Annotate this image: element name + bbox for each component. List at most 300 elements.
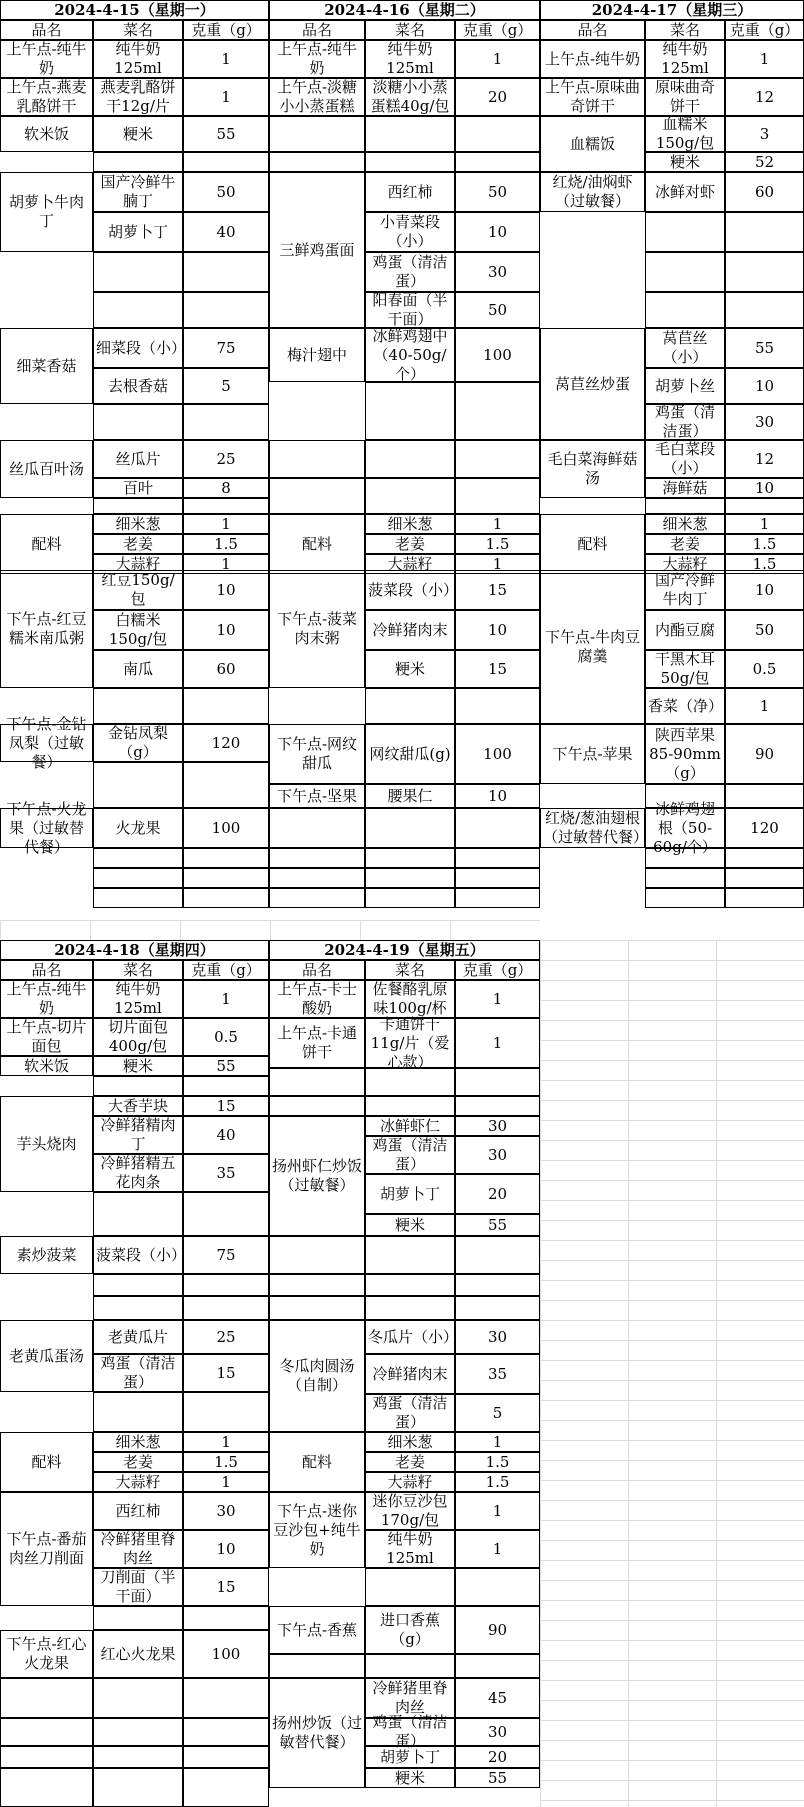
- empty-grid-cell: [716, 1340, 804, 1360]
- empty-cell: [645, 784, 725, 808]
- dish-name: 细菜段（小）: [93, 328, 183, 368]
- dish-name: 细米葱: [365, 514, 455, 534]
- empty-cell: [93, 1746, 183, 1768]
- empty-cell: [365, 152, 455, 172]
- empty-grid-cell: [540, 1100, 628, 1120]
- item-name: 下午点-红心火龙果: [0, 1630, 93, 1678]
- col-header-dish: 菜名: [645, 20, 725, 40]
- empty-cell: [455, 848, 540, 868]
- empty-grid-cell: [716, 1240, 804, 1260]
- weight-value: 1: [455, 554, 540, 574]
- item-name: 配料: [0, 1432, 93, 1492]
- dish-name: 大蒜籽: [93, 554, 183, 574]
- weight-value: 55: [183, 1056, 269, 1076]
- dish-name: 冷鲜猪里脊肉丝: [365, 1678, 455, 1718]
- empty-cell: [93, 888, 183, 908]
- weight-value: 55: [183, 116, 269, 152]
- empty-grid-cell: [540, 1460, 628, 1480]
- weight-value: 15: [455, 570, 540, 610]
- item-name: 上午点-纯牛奶: [269, 40, 365, 78]
- weight-value: 45: [455, 1678, 540, 1718]
- empty-cell: [455, 116, 540, 152]
- dish-name: 小青菜段（小）: [365, 212, 455, 252]
- empty-grid-cell: [716, 1680, 804, 1700]
- empty-grid-cell: [628, 1220, 716, 1240]
- item-name: 上午点-卡通饼干: [269, 1018, 365, 1068]
- empty-grid-cell: [716, 1200, 804, 1220]
- empty-grid-cell: [540, 1500, 628, 1520]
- dish-name: 细米葱: [93, 514, 183, 534]
- dish-name: 金钻凤梨（g）: [93, 724, 183, 762]
- dish-name: 火龙果: [93, 808, 183, 848]
- empty-cell: [93, 848, 183, 868]
- dish-name: 纯牛奶125ml: [365, 40, 455, 78]
- item-name: 下午点-番茄肉丝刀削面: [0, 1492, 93, 1606]
- empty-grid-cell: [716, 940, 804, 960]
- empty-grid-cell: [628, 1680, 716, 1700]
- empty-grid-cell: [628, 1500, 716, 1520]
- dish-name: 香菜（净）: [645, 688, 725, 724]
- col-header-name: 品名: [269, 20, 365, 40]
- dish-name: 老姜: [93, 1452, 183, 1472]
- empty-grid-cell: [716, 1720, 804, 1740]
- empty-grid-cell: [0, 920, 90, 940]
- dish-name: 粳米: [365, 650, 455, 688]
- empty-grid-cell: [540, 1540, 628, 1560]
- empty-cell: [183, 404, 269, 440]
- empty-cell: [183, 1678, 269, 1718]
- dish-name: 进口香蕉（g）: [365, 1606, 455, 1654]
- dish-name: 纯牛奶125ml: [93, 40, 183, 78]
- item-name: 上午点-纯牛奶: [0, 40, 93, 78]
- empty-grid-cell: [540, 1020, 628, 1040]
- empty-cell: [725, 292, 804, 328]
- weight-value: 1: [455, 980, 540, 1018]
- empty-grid-cell: [716, 1520, 804, 1540]
- col-header-weight: 克重（g）: [183, 20, 269, 40]
- empty-cell: [365, 868, 455, 888]
- empty-cell: [455, 152, 540, 172]
- empty-grid-cell: [628, 1140, 716, 1160]
- dish-name: 卡通饼干11g/片（爱心款）: [365, 1018, 455, 1068]
- weight-value: 55: [725, 328, 804, 368]
- dish-name: 老姜: [365, 534, 455, 554]
- empty-cell: [455, 808, 540, 848]
- dish-name: 鸡蛋（清洁蛋）: [365, 1136, 455, 1174]
- item-name: 扬州炒饭（过敏替代餐）: [269, 1678, 365, 1788]
- dish-name: 迷你豆沙包170g/包: [365, 1492, 455, 1530]
- weight-value: 20: [455, 1174, 540, 1214]
- col-header-dish: 菜名: [93, 20, 183, 40]
- weight-value: 1: [455, 1018, 540, 1068]
- item-name: 下午点-苹果: [540, 724, 645, 784]
- empty-grid-cell: [716, 960, 804, 980]
- weight-value: 30: [725, 404, 804, 440]
- empty-cell: [455, 1274, 540, 1296]
- weight-value: 10: [725, 570, 804, 610]
- empty-grid-cell: [716, 1080, 804, 1100]
- dish-name: 胡萝卜丁: [365, 1174, 455, 1214]
- item-name: 下午点-牛肉豆腐羹: [540, 570, 645, 724]
- empty-grid-cell: [540, 1320, 628, 1340]
- empty-grid-cell: [716, 1540, 804, 1560]
- item-name: 老黄瓜蛋汤: [0, 1320, 93, 1392]
- weight-value: 50: [455, 292, 540, 328]
- dish-name: 菠菜段（小）: [365, 570, 455, 610]
- empty-grid-cell: [716, 1500, 804, 1520]
- day-title: 2024-4-16（星期二）: [269, 0, 540, 20]
- dish-name: 胡萝卜丝: [645, 368, 725, 404]
- empty-cell: [365, 1096, 455, 1116]
- empty-grid-cell: [540, 1220, 628, 1240]
- empty-cell: [183, 1274, 269, 1296]
- empty-cell: [725, 212, 804, 252]
- dish-name: 冷鲜猪精肉丁: [93, 1116, 183, 1154]
- empty-grid-cell: [540, 1140, 628, 1160]
- dish-name: 细米葱: [365, 1432, 455, 1452]
- weight-value: 1.5: [455, 1452, 540, 1472]
- empty-cell: [725, 848, 804, 868]
- item-name: 上午点-燕麦乳酪饼干: [0, 78, 93, 116]
- empty-grid-cell: [628, 1320, 716, 1340]
- empty-cell: [269, 152, 365, 172]
- item-name: 下午点-金钻凤梨（过敏餐）: [0, 724, 93, 762]
- dish-name: 鸡蛋（清洁蛋）: [645, 404, 725, 440]
- empty-grid-cell: [540, 1040, 628, 1060]
- dish-name: 内酯豆腐: [645, 610, 725, 650]
- dish-name: 陕西苹果85-90mm（g）: [645, 724, 725, 784]
- empty-cell: [93, 404, 183, 440]
- empty-grid-cell: [540, 1440, 628, 1460]
- empty-grid-cell: [628, 1360, 716, 1380]
- dish-name: 胡萝卜丁: [365, 1746, 455, 1768]
- empty-cell: [725, 498, 804, 514]
- empty-grid-cell: [716, 1640, 804, 1660]
- empty-cell: [269, 1236, 365, 1274]
- item-name: 配料: [540, 514, 645, 574]
- empty-grid-cell: [716, 1460, 804, 1480]
- weight-value: 15: [183, 1096, 269, 1116]
- weight-value: 1: [183, 514, 269, 534]
- dish-name: 红心火龙果: [93, 1630, 183, 1678]
- empty-cell: [455, 1096, 540, 1116]
- empty-cell: [365, 888, 455, 908]
- empty-cell: [455, 440, 540, 478]
- empty-grid-cell: [628, 1480, 716, 1500]
- empty-grid-cell: [540, 1580, 628, 1600]
- empty-cell: [183, 1746, 269, 1768]
- dish-name: 血糯米150g/包: [645, 116, 725, 152]
- weight-value: 1: [725, 40, 804, 78]
- item-name: 上午点-原味曲奇饼干: [540, 78, 645, 116]
- empty-cell: [183, 1768, 269, 1807]
- weight-value: 30: [455, 1116, 540, 1136]
- empty-grid-cell: [540, 980, 628, 1000]
- empty-grid-cell: [540, 1800, 628, 1807]
- weight-value: 8: [183, 478, 269, 498]
- empty-grid-cell: [716, 1280, 804, 1300]
- empty-cell: [183, 1718, 269, 1746]
- dish-name: 冰鲜鸡翅根（50-60g/个）: [645, 808, 725, 848]
- weight-value: 35: [183, 1154, 269, 1192]
- item-name: 配料: [0, 514, 93, 574]
- empty-cell: [93, 1296, 183, 1320]
- empty-grid-cell: [716, 1020, 804, 1040]
- empty-grid-cell: [540, 1600, 628, 1620]
- weight-value: 50: [183, 172, 269, 212]
- col-header-name: 品名: [0, 960, 93, 980]
- empty-grid-cell: [628, 1060, 716, 1080]
- empty-grid-cell: [628, 1720, 716, 1740]
- empty-grid-cell: [716, 1120, 804, 1140]
- empty-cell: [0, 1718, 93, 1746]
- weight-value: 3: [725, 116, 804, 152]
- col-header-dish: 菜名: [365, 20, 455, 40]
- empty-cell: [269, 1296, 365, 1320]
- empty-grid-cell: [628, 940, 716, 960]
- item-name: 红烧/葱油翅根（过敏替代餐）: [540, 808, 645, 848]
- item-name: 软米饭: [0, 116, 93, 152]
- dish-name: 西红柿: [93, 1492, 183, 1530]
- weight-value: 60: [725, 172, 804, 212]
- weight-value: 15: [455, 650, 540, 688]
- empty-cell: [365, 1274, 455, 1296]
- empty-grid-cell: [628, 1200, 716, 1220]
- col-header-weight: 克重（g）: [455, 960, 540, 980]
- item-name: 下午点-迷你豆沙包+纯牛奶: [269, 1492, 365, 1568]
- empty-grid-cell: [540, 1720, 628, 1740]
- empty-cell: [455, 382, 540, 440]
- dish-name: 老黄瓜片: [93, 1320, 183, 1354]
- empty-grid-cell: [628, 1660, 716, 1680]
- empty-grid-cell: [540, 1680, 628, 1700]
- empty-grid-cell: [540, 1160, 628, 1180]
- empty-cell: [93, 1392, 183, 1432]
- empty-cell: [269, 440, 365, 478]
- weight-value: 30: [455, 1320, 540, 1354]
- weight-value: 15: [183, 1568, 269, 1606]
- empty-grid-cell: [628, 1440, 716, 1460]
- weight-value: 40: [183, 1116, 269, 1154]
- col-header-weight: 克重（g）: [455, 20, 540, 40]
- empty-grid-cell: [540, 1760, 628, 1780]
- empty-cell: [645, 292, 725, 328]
- empty-grid-cell: [716, 1420, 804, 1440]
- empty-grid-cell: [540, 1280, 628, 1300]
- dish-name: 大蒜籽: [93, 1472, 183, 1492]
- empty-cell: [183, 1296, 269, 1320]
- weight-value: 100: [455, 328, 540, 382]
- dish-name: 冰鲜虾仁: [365, 1116, 455, 1136]
- dish-name: 粳米: [93, 1056, 183, 1076]
- weight-value: 1: [183, 78, 269, 116]
- empty-grid-cell: [716, 980, 804, 1000]
- empty-grid-cell: [716, 1180, 804, 1200]
- item-name: 素炒菠菜: [0, 1236, 93, 1274]
- col-header-name: 品名: [269, 960, 365, 980]
- col-header-weight: 克重（g）: [183, 960, 269, 980]
- dish-name: 粳米: [93, 116, 183, 152]
- empty-grid-cell: [628, 1460, 716, 1480]
- empty-cell: [93, 498, 183, 514]
- dish-name: 丝瓜片: [93, 440, 183, 478]
- empty-cell: [93, 688, 183, 724]
- weight-value: 10: [183, 1530, 269, 1568]
- weight-value: 1: [455, 1530, 540, 1568]
- empty-cell: [0, 1746, 93, 1768]
- empty-grid-cell: [628, 1040, 716, 1060]
- dish-name: 鸡蛋（清洁蛋）: [365, 252, 455, 292]
- dish-name: 去根香菇: [93, 368, 183, 404]
- empty-grid-cell: [716, 1220, 804, 1240]
- empty-grid-cell: [628, 1800, 716, 1807]
- col-header-weight: 克重（g）: [725, 20, 804, 40]
- item-name: 丝瓜百叶汤: [0, 440, 93, 498]
- item-name: 下午点-菠菜肉末粥: [269, 570, 365, 688]
- item-name: 红烧/油焖虾（过敏餐）: [540, 172, 645, 212]
- dish-name: 粳米: [645, 152, 725, 172]
- weight-value: 1: [183, 554, 269, 574]
- item-name: 胡萝卜牛肉丁: [0, 172, 93, 252]
- weight-value: 90: [725, 724, 804, 784]
- empty-cell: [0, 1678, 93, 1718]
- empty-grid-cell: [628, 1100, 716, 1120]
- weight-value: 10: [455, 784, 540, 808]
- item-name: 下午点-火龙果（过敏替代餐）: [0, 808, 93, 848]
- empty-grid-cell: [628, 1280, 716, 1300]
- empty-grid-cell: [540, 1700, 628, 1720]
- weight-value: 10: [455, 212, 540, 252]
- empty-grid-cell: [628, 1300, 716, 1320]
- empty-grid-cell: [716, 1300, 804, 1320]
- empty-cell: [365, 848, 455, 868]
- dish-name: 鸡蛋（清洁蛋）: [365, 1394, 455, 1432]
- empty-cell: [365, 478, 455, 514]
- empty-grid-cell: [716, 1440, 804, 1460]
- empty-grid-cell: [716, 1760, 804, 1780]
- empty-cell: [725, 888, 804, 908]
- weight-value: 5: [183, 368, 269, 404]
- dish-name: 大蒜籽: [645, 554, 725, 574]
- empty-grid-cell: [628, 1520, 716, 1540]
- empty-grid-cell: [716, 1360, 804, 1380]
- weight-value: 1.5: [725, 534, 804, 554]
- dish-name: 切片面包400g/包: [93, 1018, 183, 1056]
- item-name: 冬瓜肉圆汤（自制）: [269, 1320, 365, 1432]
- empty-grid-cell: [540, 1240, 628, 1260]
- weight-value: 30: [455, 1136, 540, 1174]
- empty-grid-cell: [716, 1260, 804, 1280]
- empty-cell: [269, 888, 365, 908]
- dish-name: 冰鲜对虾: [645, 172, 725, 212]
- empty-grid-cell: [628, 1160, 716, 1180]
- dish-name: 细米葱: [93, 1432, 183, 1452]
- empty-cell: [455, 1068, 540, 1096]
- weight-value: 1.5: [455, 1472, 540, 1492]
- empty-cell: [645, 212, 725, 252]
- empty-grid-cell: [270, 920, 360, 940]
- empty-grid-cell: [628, 960, 716, 980]
- dish-name: 阳春面（半干面）: [365, 292, 455, 328]
- day-title: 2024-4-15（星期一）: [0, 0, 269, 20]
- dish-name: 大蒜籽: [365, 1472, 455, 1492]
- empty-cell: [183, 688, 269, 724]
- weight-value: 1.5: [725, 554, 804, 574]
- empty-grid-cell: [716, 1580, 804, 1600]
- empty-grid-cell: [716, 1160, 804, 1180]
- dish-name: 冷鲜猪里脊肉丝: [93, 1530, 183, 1568]
- empty-cell: [645, 252, 725, 292]
- item-name: 上午点-纯牛奶: [540, 40, 645, 78]
- empty-grid-cell: [716, 1100, 804, 1120]
- empty-grid-cell: [540, 1200, 628, 1220]
- empty-grid-cell: [716, 1780, 804, 1800]
- empty-grid-cell: [540, 1660, 628, 1680]
- dish-name: 腰果仁: [365, 784, 455, 808]
- dish-name: 鸡蛋（清洁蛋）: [93, 1354, 183, 1392]
- empty-cell: [183, 1392, 269, 1432]
- empty-grid-cell: [628, 1380, 716, 1400]
- empty-grid-cell: [628, 1080, 716, 1100]
- weight-value: 75: [183, 328, 269, 368]
- empty-grid-cell: [540, 960, 628, 980]
- weight-value: 20: [455, 1746, 540, 1768]
- empty-grid-cell: [540, 1260, 628, 1280]
- dish-name: 国产冷鲜牛腩丁: [93, 172, 183, 212]
- dish-name: 西红柿: [365, 172, 455, 212]
- weight-value: 1: [455, 1492, 540, 1530]
- empty-cell: [365, 1236, 455, 1274]
- empty-cell: [455, 1568, 540, 1606]
- empty-grid-cell: [716, 1060, 804, 1080]
- dish-name: 南瓜: [93, 650, 183, 688]
- empty-cell: [645, 868, 725, 888]
- dish-name: 白糯米150g/包: [93, 610, 183, 650]
- empty-grid-cell: [716, 1480, 804, 1500]
- empty-grid-cell: [540, 1520, 628, 1540]
- empty-cell: [455, 868, 540, 888]
- empty-cell: [183, 292, 269, 328]
- empty-cell: [269, 478, 365, 514]
- empty-cell: [93, 1274, 183, 1296]
- weight-value: 30: [183, 1492, 269, 1530]
- empty-grid-cell: [540, 1360, 628, 1380]
- weight-value: 90: [455, 1606, 540, 1654]
- dish-name: 红豆150g/包: [93, 570, 183, 610]
- item-name: 下午点-红豆糯米南瓜粥: [0, 570, 93, 688]
- empty-cell: [93, 1718, 183, 1746]
- dish-name: 佐餐酪乳原味100g/杯: [365, 980, 455, 1018]
- empty-grid-cell: [716, 1140, 804, 1160]
- empty-grid-cell: [716, 1560, 804, 1580]
- weight-value: 120: [725, 808, 804, 848]
- empty-cell: [269, 1068, 365, 1096]
- col-header-dish: 菜名: [93, 960, 183, 980]
- weight-value: 50: [455, 172, 540, 212]
- item-name: 上午点-纯牛奶: [0, 980, 93, 1018]
- day-title: 2024-4-18（星期四）: [0, 940, 269, 960]
- day-title: 2024-4-17（星期三）: [540, 0, 804, 20]
- weight-value: 15: [183, 1354, 269, 1392]
- col-header-name: 品名: [0, 20, 93, 40]
- empty-grid-cell: [360, 920, 450, 940]
- dish-name: 淡糖小小蒸蛋糕40g/包: [365, 78, 455, 116]
- weight-value: 0.5: [725, 650, 804, 688]
- empty-grid-cell: [628, 1560, 716, 1580]
- empty-cell: [269, 116, 365, 152]
- empty-cell: [645, 498, 725, 514]
- empty-cell: [183, 888, 269, 908]
